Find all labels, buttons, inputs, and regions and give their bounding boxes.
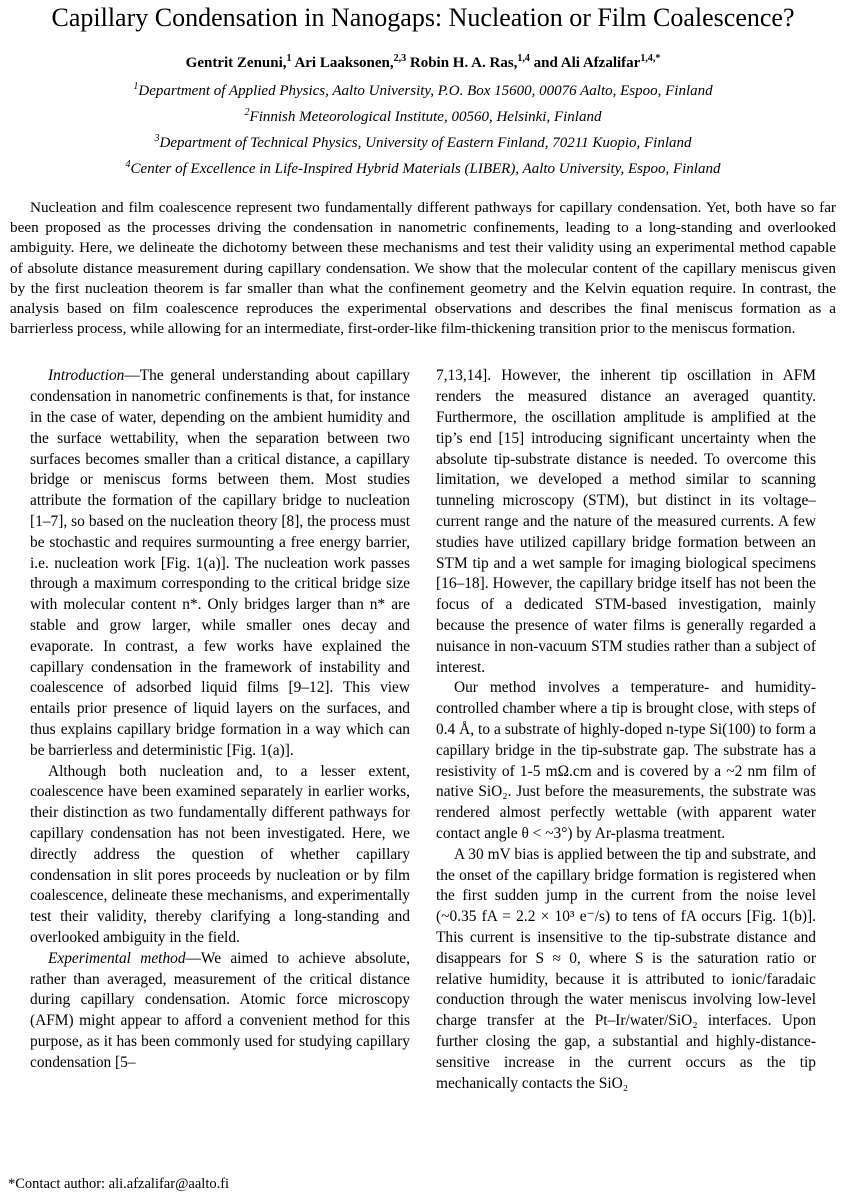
author-3-affmark: 1,4 — [517, 53, 530, 64]
author-line — [10, 49, 836, 73]
affiliation-1 — [10, 76, 836, 102]
abstract: Nucleation and film coalescence represent two fundamentally different pathways for capillary condensation. Yet, both have so far been proposed as the processes driving the condensation in nanometric confinements, leading to a long-standing and overlooked ambiguity. Here, we delineate the dichotomy between these mechanisms and test their validity using an experimental method capable of absolute distance measurement during capillary condensation. We show that the molecular content of the capillary meniscus given by the first nucleation theorem is far smaller than what the confinement geometry and the Kelvin equation require. In contrast, the analysis based on film coalescence reproduces the experimental observations and describes the final meniscus formation as a barrierless process, while allowing for an intermediate, first-order-like film-thickening transition prior to the meniscus formation. — [10, 199, 836, 338]
paragraph-experimental-method-text: —We aimed to achieve absolute, rather than averaged, measurement of the critical distance during capillary condensation. Atomic force microscopy (AFM) might appear to afford a convenient method for this purpose, as it has been commonly used for studying capillary condensation [5– — [30, 949, 410, 1071]
paragraph-bias-measurement-text: A 30 mV bias is applied between the tip and substrate, and the onset of the capillary bridge formation is registered when the first sudden jump in the current from the noise level (~0.35 fA = 2.2 × 10³ e⁻/s) to tens of fA occurs [Fig. 1(b)]. This current is insensitive to the tip-substrate distance and disappears for S ≈ 0, where S is the saturation ratio or relative humidity, because it is attributed to ionic/faradaic conduction through the water meniscus involving low-level charge transfer at the Pt–Ir/water/SiO₂ interfaces. Upon further closing the gap, a substantial and highly-distance-sensitive increase in the current occurs as the tip mechanically contacts the SiO₂ — [436, 845, 816, 1092]
author-2: Ari Laaksonen, — [291, 55, 394, 71]
affiliation-1-text: Department of Applied Physics, Aalto University, P.O. Box 15600, 00076 Aalto, Espoo, Finland — [138, 83, 713, 99]
affiliation-4-number: 4 — [125, 159, 131, 170]
affiliation-3-text: Department of Technical Physics, University of Eastern Finland, 70211 Kuopio, Finland — [159, 135, 692, 151]
paragraph-afm-limitations-text: 7,13,14]. However, the inherent tip oscillation in AFM renders the measured distance an averaged quantity. Furthermore, the oscillation amplitude is amplified at the tip’s end [15] introducing significant uncertainty when the absolute tip-substrate distance is needed. To overcome this limitation, we developed a method similar to scanning tunneling microscopy (STM), but distinct in its voltage–current range and the nature of the measured currents. A few studies have utilized capillary bridge formation between an STM tip and a wet sample for imaging biological specimens [16–18]. However, the capillary bridge itself has not been the focus of a dedicated STM-based investigation, mainly because the presence of water films is generally regarded a nuisance in non-vacuum STM studies rather than a subject of interest. — [436, 367, 816, 676]
affiliation-3 — [10, 128, 836, 154]
paragraph-introduction — [30, 366, 410, 761]
paragraph-introduction-text: —The general understanding about capillary condensation in nanometric confinements is that, for instance in the case of water, depending on the ambient humidity and the surface wettability, when the separation between two surfaces becomes smaller than a critical distance, a capillary bridge or meniscus forms between them. Most studies attribute the formation of the capillary bridge to nucleation [1–7], so based on the nucleation theory [8], the process must be stochastic and requires surmounting a free energy barrier, i.e. nucleation work [Fig. 1(a)]. The nucleation work passes through a maximum corresponding to the critical bridge size with molecular content n*. Only bridges larger than n* are stable and grow larger, while smaller ones decay and evaporate. In contrast, a few works have explained the capillary condensation in the framework of instability and coalescence of adsorbed liquid films [9–12]. This view entails prior presence of liquid layers on the surfaces, and thus explains capillary bridge formation in a way which can be barrierless and deterministic [Fig. 1(a)]. — [30, 367, 410, 759]
affiliation-2-number: 2 — [244, 107, 250, 118]
paragraph-motivation — [30, 762, 410, 949]
experimental-method-heading: Experimental method — [48, 949, 186, 967]
left-column — [30, 366, 410, 1094]
affiliation-3-number: 3 — [154, 133, 160, 144]
body-columns — [10, 366, 836, 1094]
paragraph-experimental-method — [30, 949, 410, 1074]
right-column — [436, 366, 816, 1094]
paragraph-afm-limitations — [436, 366, 816, 678]
author-1-affmark: 1 — [286, 53, 292, 64]
affiliation-4 — [10, 154, 836, 180]
paragraph-bias-measurement — [436, 845, 816, 1095]
author-3: Robin H. A. Ras, — [406, 55, 518, 71]
contact-footnote: *Contact author: ali.afzalifar@aalto.fi — [8, 1176, 230, 1192]
author-4: and Ali Afzalifar — [529, 55, 641, 71]
introduction-heading: Introduction — [48, 367, 125, 385]
author-4-affmark: 1,4,* — [640, 53, 661, 64]
affiliation-2-text: Finnish Meteorological Institute, 00560, Helsinki, Finland — [249, 109, 602, 125]
affiliation-block — [10, 76, 836, 180]
paragraph-method-description-text: Our method involves a temperature- and humidity-controlled chamber where a tip is brought close, with steps of 0.4 Å, to a substrate of highly-doped n-type Si(100) to form a capillary bridge in the tip-substrate gap. The substrate has a resistivity of 1-5 mΩ.cm and is covered by a ~2 nm film of native SiO₂. Just before the measurements, the substrate was rendered almost perfectly wettable (with apparent water contact angle θ < ~3°) by Ar-plasma treatment. — [436, 679, 816, 842]
affiliation-1-number: 1 — [133, 81, 139, 92]
affiliation-4-text: Center of Excellence in Life-Inspired Hybrid Materials (LIBER), Aalto University, Espoo, Finland — [130, 161, 721, 177]
author-1: Gentrit Zenuni, — [185, 55, 287, 71]
affiliation-2 — [10, 102, 836, 128]
author-2-affmark: 2,3 — [393, 53, 407, 64]
paragraph-method-description — [436, 678, 816, 844]
paper-title: Capillary Condensation in Nanogaps: Nucleation or Film Coalescence? — [51, 3, 795, 32]
paragraph-motivation-text: Although both nucleation and, to a lesser extent, coalescence have been examined separately in earlier works, their distinction as two fundamentally different pathways for capillary condensation has not been investigated. Here, we directly address the question of whether capillary condensation in slit pores proceeds by nucleation or by film coalescence, delineate these mechanisms, and experimentally test their validity, thereby clarifying a long-standing and overlooked ambiguity in the field. — [30, 762, 410, 946]
